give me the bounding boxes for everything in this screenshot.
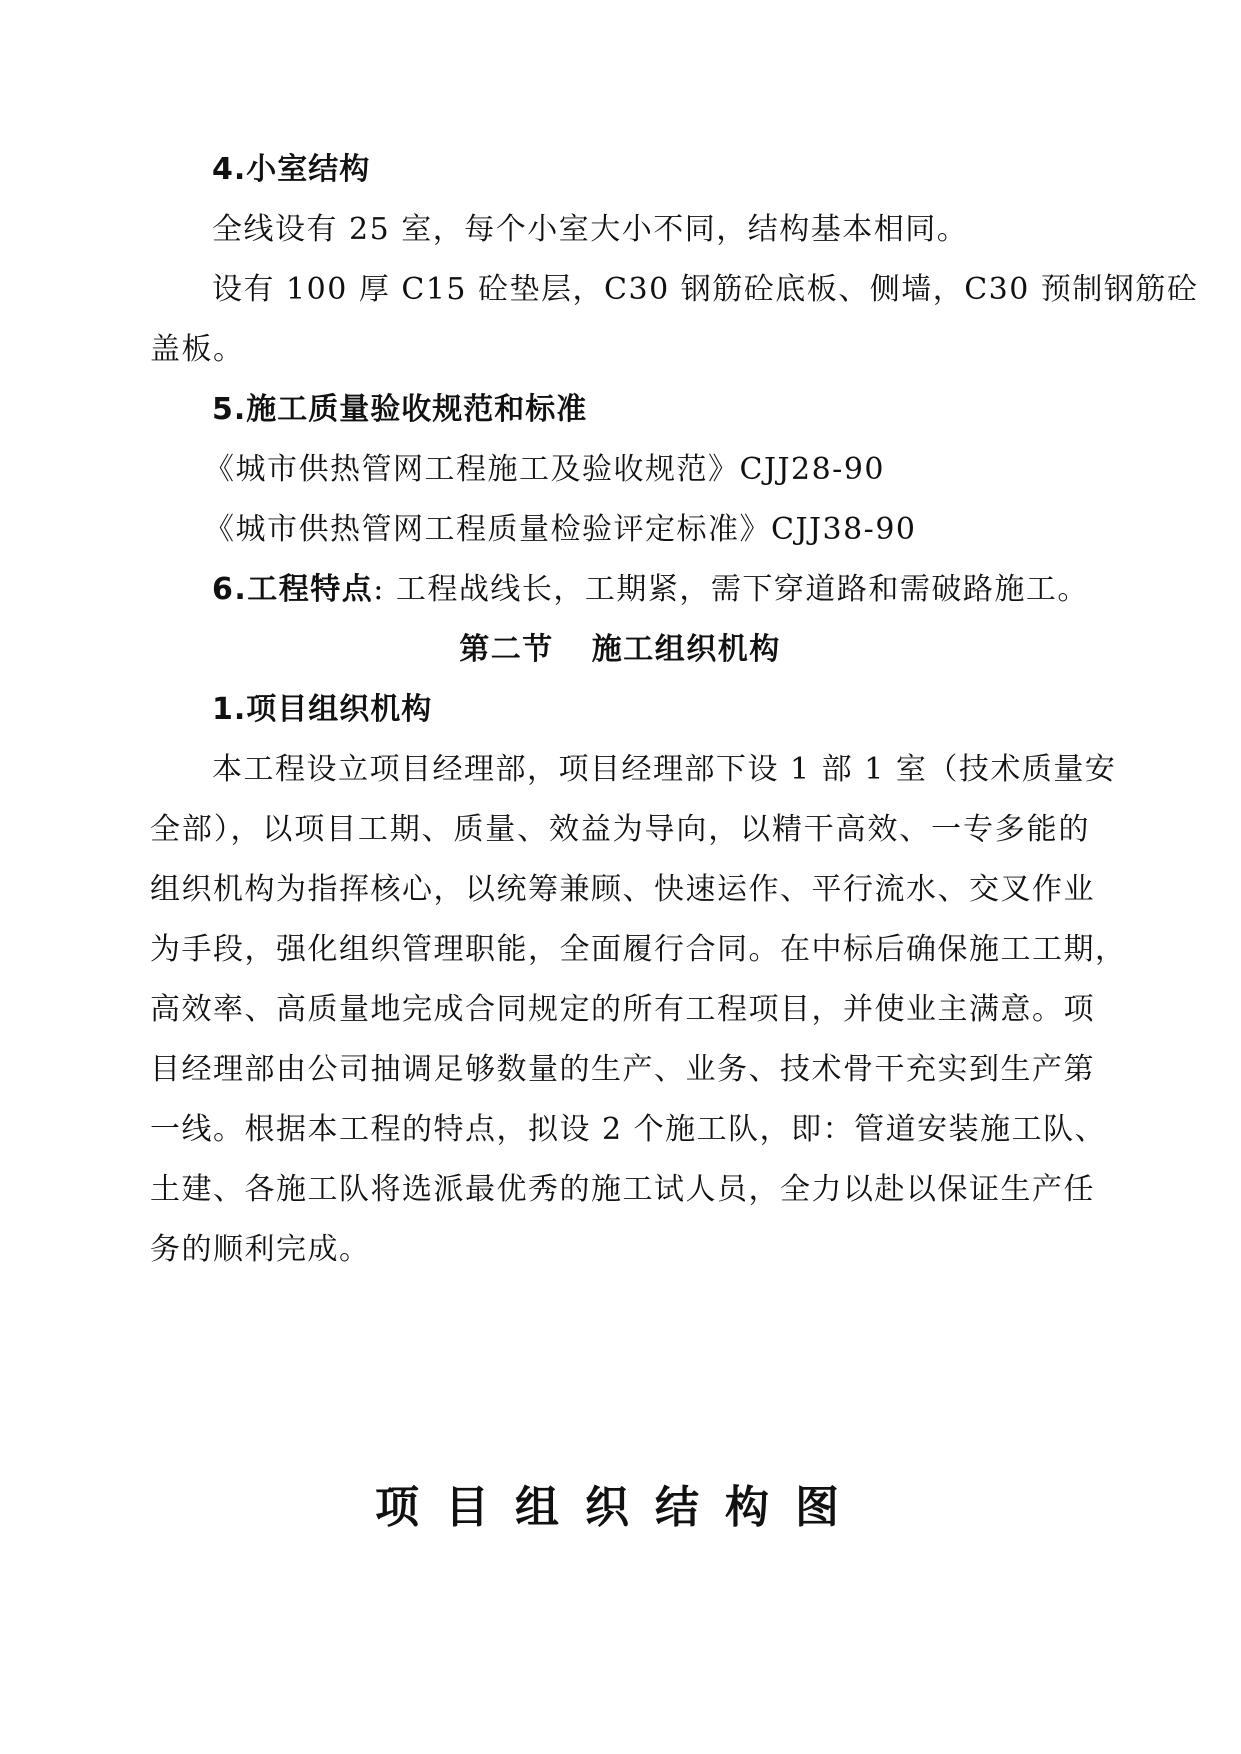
paragraph-line: 为手段，强化组织管理职能，全面履行合同。在中标后确保施工工期，: [150, 932, 1127, 967]
paragraph-room-layers-line-1: 设有 100 厚 C15 砼垫层，C30 钢筋砼底板、侧墙，C30 预制钢筋砼: [212, 272, 1199, 307]
section-title: [150, 630, 1090, 670]
paragraph-line: 全部），以项目工期、质量、效益为导向，以精干高效、一专多能的: [150, 812, 1090, 847]
heading-room-structure: 4.小室结构: [212, 152, 371, 187]
org-chart-title: 项目组织结构图: [375, 1482, 865, 1533]
paragraph-line: 组织机构为指挥核心，以统筹兼顾、快速运作、平行流水、交叉作业: [150, 872, 1095, 907]
project-features-text: : 工程战线长，工期紧，需下穿道路和需破路施工。: [373, 572, 1089, 607]
heading-acceptance-standards: 5.施工质量验收规范和标准: [212, 392, 588, 427]
paragraph-line: 务的顺利完成。: [150, 1232, 371, 1267]
section-number: 第二节: [459, 632, 554, 667]
paragraph-line: 高效率、高质量地完成合同规定的所有工程项目，并使业主满意。项: [150, 992, 1095, 1027]
heading-project-organization: 1.项目组织机构: [212, 692, 433, 727]
paragraph-room-layers-line-2: 盖板。: [150, 332, 245, 367]
section-name: 施工组织机构: [591, 632, 781, 667]
paragraph-room-count: 全线设有 25 室，每个小室大小不同，结构基本相同。: [212, 212, 969, 247]
heading-project-features: 6.工程特点: [212, 572, 374, 607]
paragraph-line: 土建、各施工队将选派最优秀的施工试人员，全力以赴以保证生产任: [150, 1172, 1095, 1207]
paragraph-project-features: [212, 570, 1152, 610]
paragraph-line: 本工程设立项目经理部，项目经理部下设 1 部 1 室（技术质量安: [212, 752, 1117, 787]
paragraph-line: 目经理部由公司抽调足够数量的生产、业务、技术骨干充实到生产第: [150, 1052, 1095, 1087]
standard-item-2: 《城市供热管网工程质量检验评定标准》CJJ38-90: [204, 512, 917, 547]
paragraph-line: 一线。根据本工程的特点，拟设 2 个施工队，即：管道安装施工队、: [150, 1112, 1107, 1147]
standard-item-1: 《城市供热管网工程施工及验收规范》CJJ28-90: [204, 452, 885, 487]
